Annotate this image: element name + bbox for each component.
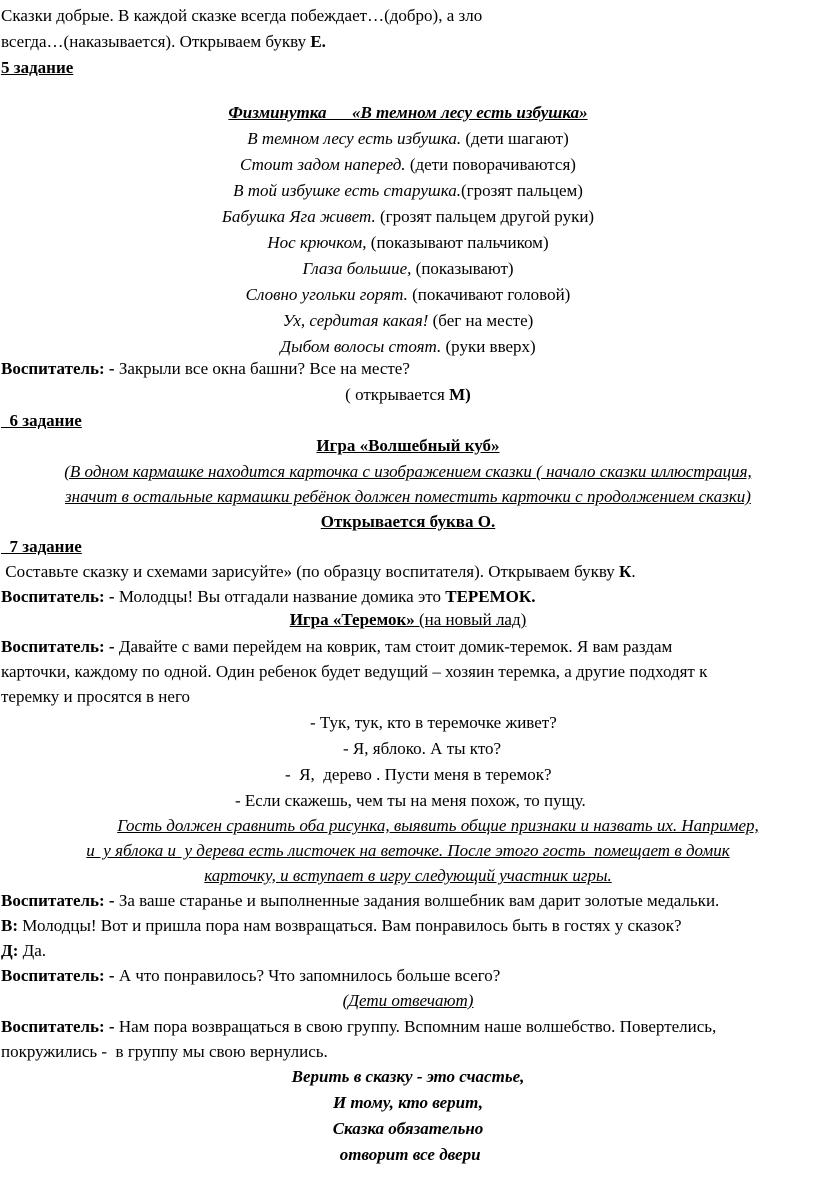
speaker-label: Д: (1, 941, 23, 960)
guest-rule-line-3: карточку, и вступает в игру следующий участник игры. (204, 866, 612, 885)
verse-note: (бег на месте) (428, 311, 534, 330)
teremok-game-title (0, 607, 816, 633)
verse-line (0, 178, 816, 204)
dialogue-line: - Если скажешь, чем ты на меня похож, то пущу. (235, 791, 586, 810)
speaker-text: Давайте с вами перейдем на коврик, там стоит домик-теремок. Я вам раздам (118, 637, 673, 656)
verse-note: (покачивают головой) (407, 285, 571, 304)
game-title-rest: (на новый лад) (414, 610, 527, 629)
verse-note: (грозят пальцем) (460, 181, 583, 200)
teacher-line (1, 888, 816, 914)
poem-line: И тому, кто верит, (332, 1093, 484, 1112)
speaker-label: Воспитатель: - (1, 966, 119, 985)
instruction-letter: К (619, 562, 632, 581)
verse-line (0, 256, 816, 282)
verse-note: (показывают) (411, 259, 514, 278)
intro-text: всегда…(наказывается). Открываем букву (1, 32, 311, 51)
verse-line (0, 152, 816, 178)
intro-line-2 (1, 29, 816, 55)
speaker-label: Воспитатель: - (1, 891, 119, 910)
verse-text: Словно угольки горят. (245, 285, 408, 304)
dialogue-line: - Тук, тук, кто в теремочке живет? (310, 713, 557, 732)
teremok-word: ТЕРЕМОК. (445, 587, 536, 606)
task6-heading: 6 задание (1, 411, 82, 430)
speaker-label: Воспитатель: - (1, 1017, 119, 1036)
task5-exercise-title: Физминутка «В темном лесу есть избушка» (228, 103, 588, 122)
intro-line-1: Сказки добрые. В каждой сказке всегда побеждает…(добро), а зло (1, 6, 483, 25)
verse-text: Стоит задом наперед. (240, 155, 406, 174)
verse-line (0, 126, 816, 152)
task6-description-line-2: значит в остальные кармашки ребёнок должен поместить карточки с продолжением сказки) (65, 487, 751, 506)
intro-letter: Е. (310, 32, 326, 51)
dialogue-line: - Я, яблоко. А ты кто? (343, 739, 502, 758)
speaker-label: Воспитатель: - (1, 637, 119, 656)
verse-text: Глаза большие, (302, 259, 412, 278)
poem-line: Верить в сказку - это счастье, (291, 1067, 525, 1086)
speaker-text: Закрыли все окна башни? Все на месте? (118, 359, 410, 378)
speaker-text: А что понравилось? Что запомнилось больше всего? (118, 966, 501, 985)
task6-opens-letter: Открывается буква О. (320, 512, 496, 531)
paragraph-line: карточки, каждому по одной. Один ребенок будет ведущий – хозяин теремка, а другие подходят к (1, 662, 708, 681)
teacher-line (1, 634, 816, 660)
verse-text: В той избушке есть старушка. (233, 181, 461, 200)
speaker-label: В: (1, 916, 23, 935)
speaker-text: Молодцы! Вот и пришла пора нам возвращаться. Вам понравилось быть в гостях у сказок? (22, 916, 682, 935)
children-line (1, 938, 816, 964)
teacher-line (1, 963, 816, 989)
speaker-label: Воспитатель: - (1, 359, 119, 378)
speaker-text: Молодцы! Вы отгадали название домика это (118, 587, 446, 606)
speaker-text: Нам пора возвращаться в свою группу. Вспомним наше волшебство. Повертелись, (118, 1017, 717, 1036)
teacher-short-line (1, 913, 816, 939)
task6-game-title: Игра «Волшебный куб» (316, 436, 500, 455)
teacher-line (1, 1014, 816, 1040)
verse-text: Дыбом волосы стоят. (280, 337, 442, 356)
verse-line (0, 282, 816, 308)
poem-line: Сказка обязательно (332, 1119, 484, 1138)
instruction-text: Составьте сказку и схемами зарисуйте» (по образцу воспитателя). Открываем букву (1, 562, 620, 581)
verse-text: Бабушка Яга живет. (221, 207, 376, 226)
verse-line (0, 308, 816, 334)
verse-note: (руки вверх) (441, 337, 536, 356)
guest-rule-line-2: и у яблока и у дерева есть листочек на веточке. После этого гость помещает в домик (86, 841, 730, 860)
dialogue-line: - Я, дерево . Пусти меня в теремок? (285, 765, 552, 784)
verse-note: (грозят пальцем другой руки) (375, 207, 595, 226)
poem-line: отворит все двери (335, 1145, 481, 1164)
verse-note: (дети поворачиваются) (405, 155, 576, 174)
opens-text: ( открывается (345, 385, 450, 404)
verse-text: Нос крючком, (267, 233, 367, 252)
children-answer: (Дети отвечают) (342, 991, 474, 1010)
speaker-label: Воспитатель: - (1, 587, 119, 606)
speaker-text: Да. (22, 941, 47, 960)
task7-heading: 7 задание (1, 537, 82, 556)
opens-letter-line (0, 382, 816, 408)
task5-heading: 5 задание (1, 58, 74, 77)
verse-note: (дети шагают) (461, 129, 569, 148)
verse-line (0, 204, 816, 230)
verse-note: (показывают пальчиком) (366, 233, 549, 252)
paragraph-line: покружились - в группу мы свою вернулись. (1, 1042, 328, 1061)
speaker-text: За ваше старанье и выполненные задания волшебник вам дарит золотые медальки. (118, 891, 720, 910)
teacher-line (1, 356, 816, 382)
paragraph-line: теремку и просятся в него (1, 687, 191, 706)
verse-text: В темном лесу есть избушка. (247, 129, 462, 148)
opens-letter: М) (449, 385, 471, 404)
task6-description-line-1: (В одном кармашке находится карточка с изображением сказки ( начало сказки иллюстрация, (64, 462, 752, 481)
guest-rule-line-1: Гость должен сравнить оба рисунка, выявить общие признаки и назвать их. Например, (117, 816, 759, 835)
instruction-end: . (631, 562, 636, 581)
verse-text: Ух, сердитая какая! (282, 311, 429, 330)
game-title-bold: Игра «Теремок» (289, 610, 415, 629)
task7-instruction (1, 559, 816, 585)
verse-line (0, 230, 816, 256)
